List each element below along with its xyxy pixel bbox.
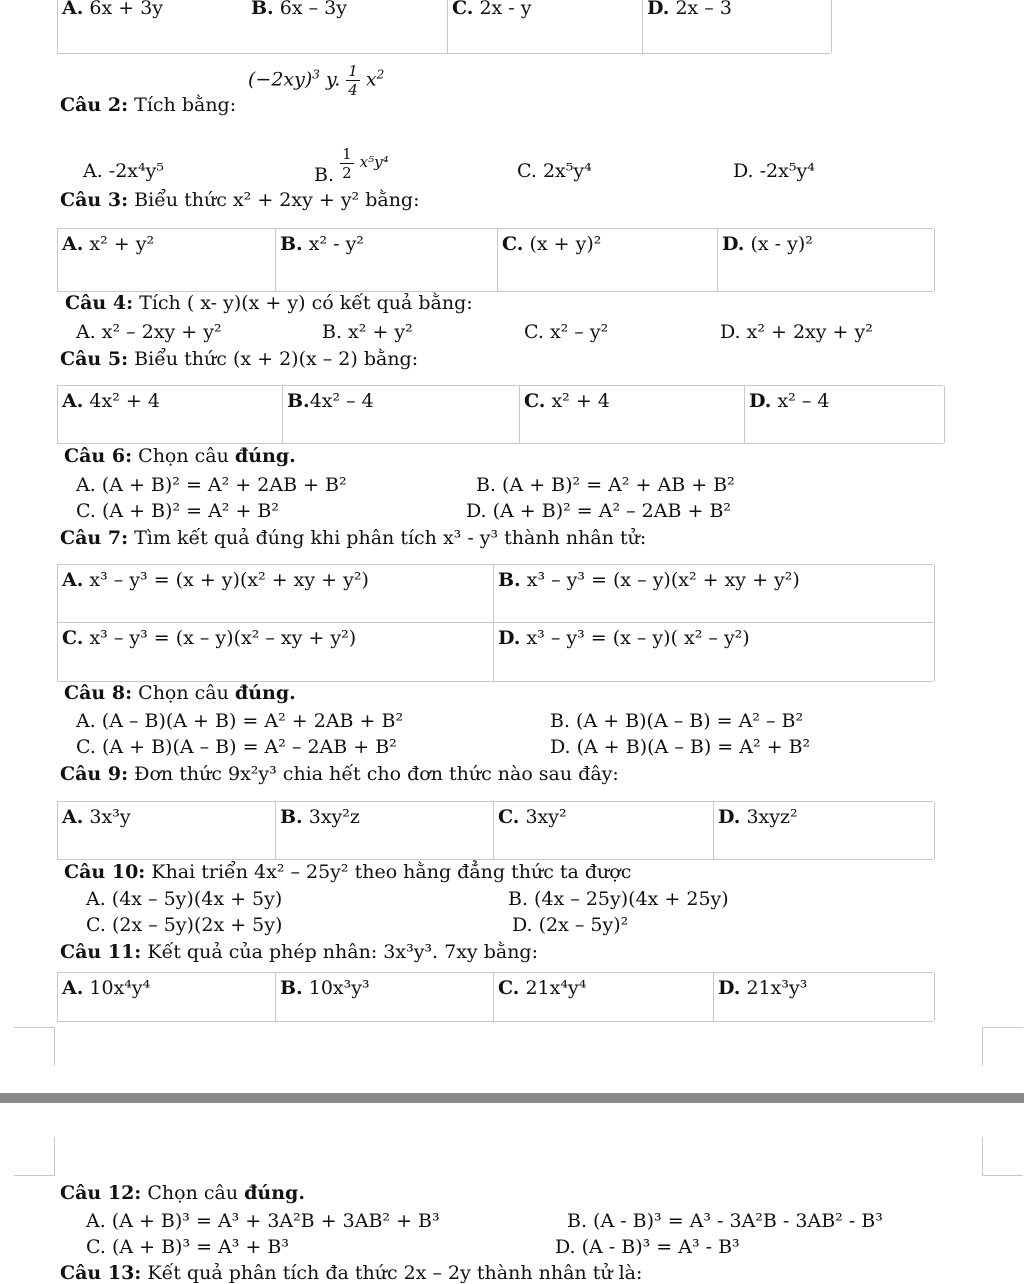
q4-question — [65, 292, 473, 314]
q2-option-d[interactable]: D. -2x⁵y⁴ — [733, 160, 815, 182]
q10-option-d[interactable]: D. (2x – 5y)² — [512, 914, 629, 936]
q11-option-a[interactable]: 10x⁴y⁴ — [89, 977, 151, 999]
q6-option-c[interactable]: C. (A + B)² = A² + B² — [76, 500, 279, 522]
q12-question — [60, 1182, 305, 1204]
q3-question — [60, 189, 420, 211]
page-separator — [0, 1093, 1024, 1103]
q7-letter-c: C. — [62, 627, 84, 649]
q4-label: Câu 4: — [65, 292, 134, 314]
q5-option-b[interactable]: 4x² – 4 — [309, 390, 374, 412]
q11-label: Câu 11: — [60, 941, 142, 963]
q2-b-expr: x⁵y⁴ — [359, 152, 389, 171]
q7-option-b[interactable]: x³ – y³ = (x – y)(x² + xy + y²) — [526, 569, 800, 591]
q1-letter-d: D. — [647, 0, 670, 19]
q7-option-a[interactable]: x³ – y³ = (x + y)(x² + xy + y²) — [89, 569, 369, 591]
q11-option-d[interactable]: 21x³y³ — [746, 977, 808, 999]
q7-option-c[interactable]: x³ – y³ = (x – y)(x² – xy + y²) — [89, 627, 357, 649]
q3-text: Biểu thức x² + 2xy + y² bằng: — [134, 189, 420, 211]
q9-option-d[interactable]: 3xyz² — [746, 806, 798, 828]
q7-letter-d: D. — [498, 627, 521, 649]
q1-letter-c: C. — [452, 0, 474, 19]
q8-bold: đúng. — [234, 682, 296, 704]
q6-option-a[interactable]: A. (A + B)² = A² + 2AB + B² — [76, 474, 347, 496]
q6-text: Chọn câu — [138, 445, 229, 467]
q12-option-a[interactable]: A. (A + B)³ = A³ + 3A²B + 3AB² + B³ — [86, 1210, 440, 1232]
q6-label: Câu 6: — [64, 445, 133, 467]
q12-option-c[interactable]: C. (A + B)³ = A³ + B³ — [86, 1236, 289, 1258]
q8-text: Chọn câu — [138, 682, 229, 704]
q2-frac-num: 1 — [348, 62, 358, 80]
q9-label: Câu 9: — [60, 763, 129, 785]
q2-expr-exp: 3 — [312, 67, 320, 82]
q1-option-a[interactable]: 6x + 3y — [89, 0, 164, 19]
q5-question — [60, 348, 418, 370]
q2-b-num: 1 — [342, 145, 352, 163]
q2-option-a[interactable]: A. -2x⁴y⁵ — [83, 160, 164, 182]
q11-letter-d: D. — [718, 977, 741, 999]
q7-text: Tìm kết quả đúng khi phân tích x³ - y³ thành nhân tử: — [134, 527, 647, 549]
q9-option-c[interactable]: 3xy² — [525, 806, 567, 828]
q5-option-a[interactable]: 4x² + 4 — [89, 390, 160, 412]
q3-table — [57, 228, 933, 292]
q6-option-d[interactable]: D. (A + B)² = A² – 2AB + B² — [466, 500, 732, 522]
q8-option-d[interactable]: D. (A + B)(A – B) = A² + B² — [550, 736, 811, 758]
page-corner-top-right — [982, 1137, 1023, 1176]
q9-option-a[interactable]: 3x³y — [89, 806, 131, 828]
q9-letter-b: B. — [280, 806, 303, 828]
q9-letter-d: D. — [718, 806, 741, 828]
q3-letter-c: C. — [502, 233, 524, 255]
page-corner-bottom-left-h — [14, 1027, 55, 1029]
q3-letter-d: D. — [722, 233, 745, 255]
q5-option-d[interactable]: x² – 4 — [777, 390, 830, 412]
q13-text: Kết quả phân tích đa thức 2x – 2y thành nhân tử là: — [147, 1262, 643, 1284]
q2-b-prefix: B. — [314, 163, 335, 186]
q3-label: Câu 3: — [60, 189, 129, 211]
q4-option-b[interactable]: B. x² + y² — [322, 321, 413, 343]
q9-text: Đơn thức 9x²y³ chia hết cho đơn thức nào sau đây: — [134, 763, 619, 785]
q5-table — [57, 385, 943, 444]
q3-option-d[interactable]: (x - y)² — [750, 233, 813, 255]
q2-fraction — [346, 62, 360, 99]
q10-option-b[interactable]: B. (4x – 25y)(4x + 25y) — [508, 888, 729, 910]
q11-letter-b: B. — [280, 977, 303, 999]
q3-letter-b: B. — [280, 233, 303, 255]
q2-b-fraction — [340, 145, 354, 182]
q2-expr-right-exp: 2 — [376, 67, 385, 82]
q5-label: Câu 5: — [60, 348, 129, 370]
q10-label: Câu 10: — [64, 861, 146, 883]
q2-expr-right: x — [365, 68, 377, 91]
q8-option-a[interactable]: A. (A – B)(A + B) = A² + 2AB + B² — [76, 710, 404, 732]
q7-table — [57, 564, 933, 682]
q10-option-c[interactable]: C. (2x – 5y)(2x + 5y) — [86, 914, 283, 936]
q9-letter-a: A. — [62, 806, 84, 828]
q12-label: Câu 12: — [60, 1182, 142, 1204]
q3-option-c[interactable]: (x + y)² — [529, 233, 602, 255]
q2-frac-den: 4 — [348, 81, 358, 99]
q1-option-b[interactable]: 6x – 3y — [279, 0, 347, 19]
q8-label: Câu 8: — [64, 682, 133, 704]
q11-text: Kết quả của phép nhân: 3x³y³. 7xy bằng: — [147, 941, 538, 963]
q5-letter-d: D. — [749, 390, 772, 412]
q2-option-c[interactable]: C. 2x⁵y⁴ — [517, 160, 592, 182]
q10-text: Khai triển 4x² – 25y² theo hằng đẳng thức ta được — [151, 861, 632, 883]
q10-question — [64, 861, 631, 883]
q11-option-b[interactable]: 10x³y³ — [308, 977, 370, 999]
q1-option-c[interactable]: 2x - y — [479, 0, 532, 19]
q6-bold: đúng. — [234, 445, 296, 467]
q5-letter-c: C. — [524, 390, 546, 412]
q7-option-d[interactable]: x³ – y³ = (x – y)( x² – y²) — [526, 627, 750, 649]
page-corner-top-left — [14, 1137, 55, 1176]
q4-text: Tích ( x- y)(x + y) có kết quả bằng: — [139, 292, 473, 314]
q1-letter-a: A. — [62, 0, 84, 19]
q1-table — [57, 0, 830, 54]
q2-label: Câu 2: — [60, 94, 129, 116]
q9-letter-c: C. — [498, 806, 520, 828]
q3-option-a[interactable]: x² + y² — [89, 233, 155, 255]
q2-expr-mid: y. — [325, 68, 341, 91]
q10-option-a[interactable]: A. (4x – 5y)(4x + 5y) — [86, 888, 283, 910]
q2-question — [60, 94, 236, 116]
q9-table — [57, 801, 933, 860]
q8-question — [64, 682, 296, 704]
q5-text: Biểu thức (x + 2)(x – 2) bằng: — [134, 348, 419, 370]
q7-letter-a: A. — [62, 569, 84, 591]
q1-letter-b: B. — [251, 0, 274, 19]
q5-letter-b: B. — [287, 390, 310, 412]
q12-text: Chọn câu — [147, 1182, 239, 1204]
q9-question — [60, 763, 619, 785]
q11-letter-c: C. — [498, 977, 520, 999]
q11-letter-a: A. — [62, 977, 84, 999]
q4-option-d[interactable]: D. x² + 2xy + y² — [720, 321, 873, 343]
q2-text: Tích bằng: — [134, 94, 237, 116]
q13-label: Câu 13: — [60, 1262, 142, 1284]
q2-option-b[interactable] — [314, 145, 389, 186]
q2-expr-left: (−2xy) — [248, 68, 313, 91]
q5-option-c[interactable]: x² + 4 — [551, 390, 610, 412]
page-corner-bottom-left — [14, 1028, 55, 1066]
q7-question — [60, 527, 646, 549]
q13-question — [60, 1262, 642, 1284]
q7-letter-b: B. — [498, 569, 521, 591]
q1-option-d[interactable]: 2x – 3 — [675, 0, 732, 19]
q3-option-b[interactable]: x² - y² — [308, 233, 364, 255]
q7-label: Câu 7: — [60, 527, 129, 549]
q5-letter-a: A. — [62, 390, 84, 412]
q9-option-b[interactable]: 3xy²z — [308, 806, 360, 828]
q12-option-b[interactable]: B. (A - B)³ = A³ - 3A²B - 3AB² - B³ — [567, 1210, 883, 1232]
q8-option-b[interactable]: B. (A + B)(A – B) = A² – B² — [550, 710, 804, 732]
q2-expression — [248, 62, 384, 99]
q12-option-d[interactable]: D. (A - B)³ = A³ - B³ — [555, 1236, 740, 1258]
q11-question — [60, 941, 538, 963]
q2-b-den: 2 — [342, 164, 352, 182]
q11-table — [57, 972, 933, 1022]
q6-option-b[interactable]: B. (A + B)² = A² + AB + B² — [476, 474, 735, 496]
q3-letter-a: A. — [62, 233, 84, 255]
q8-option-c[interactable]: C. (A + B)(A – B) = A² – 2AB + B² — [76, 736, 397, 758]
q11-option-c[interactable]: 21x⁴y⁴ — [525, 977, 587, 999]
page-corner-bottom-right — [982, 1027, 1023, 1066]
q4-option-c[interactable]: C. x² – y² — [524, 321, 609, 343]
q6-question — [64, 445, 296, 467]
q12-bold: đúng. — [244, 1182, 305, 1204]
q4-option-a[interactable]: A. x² – 2xy + y² — [76, 321, 222, 343]
